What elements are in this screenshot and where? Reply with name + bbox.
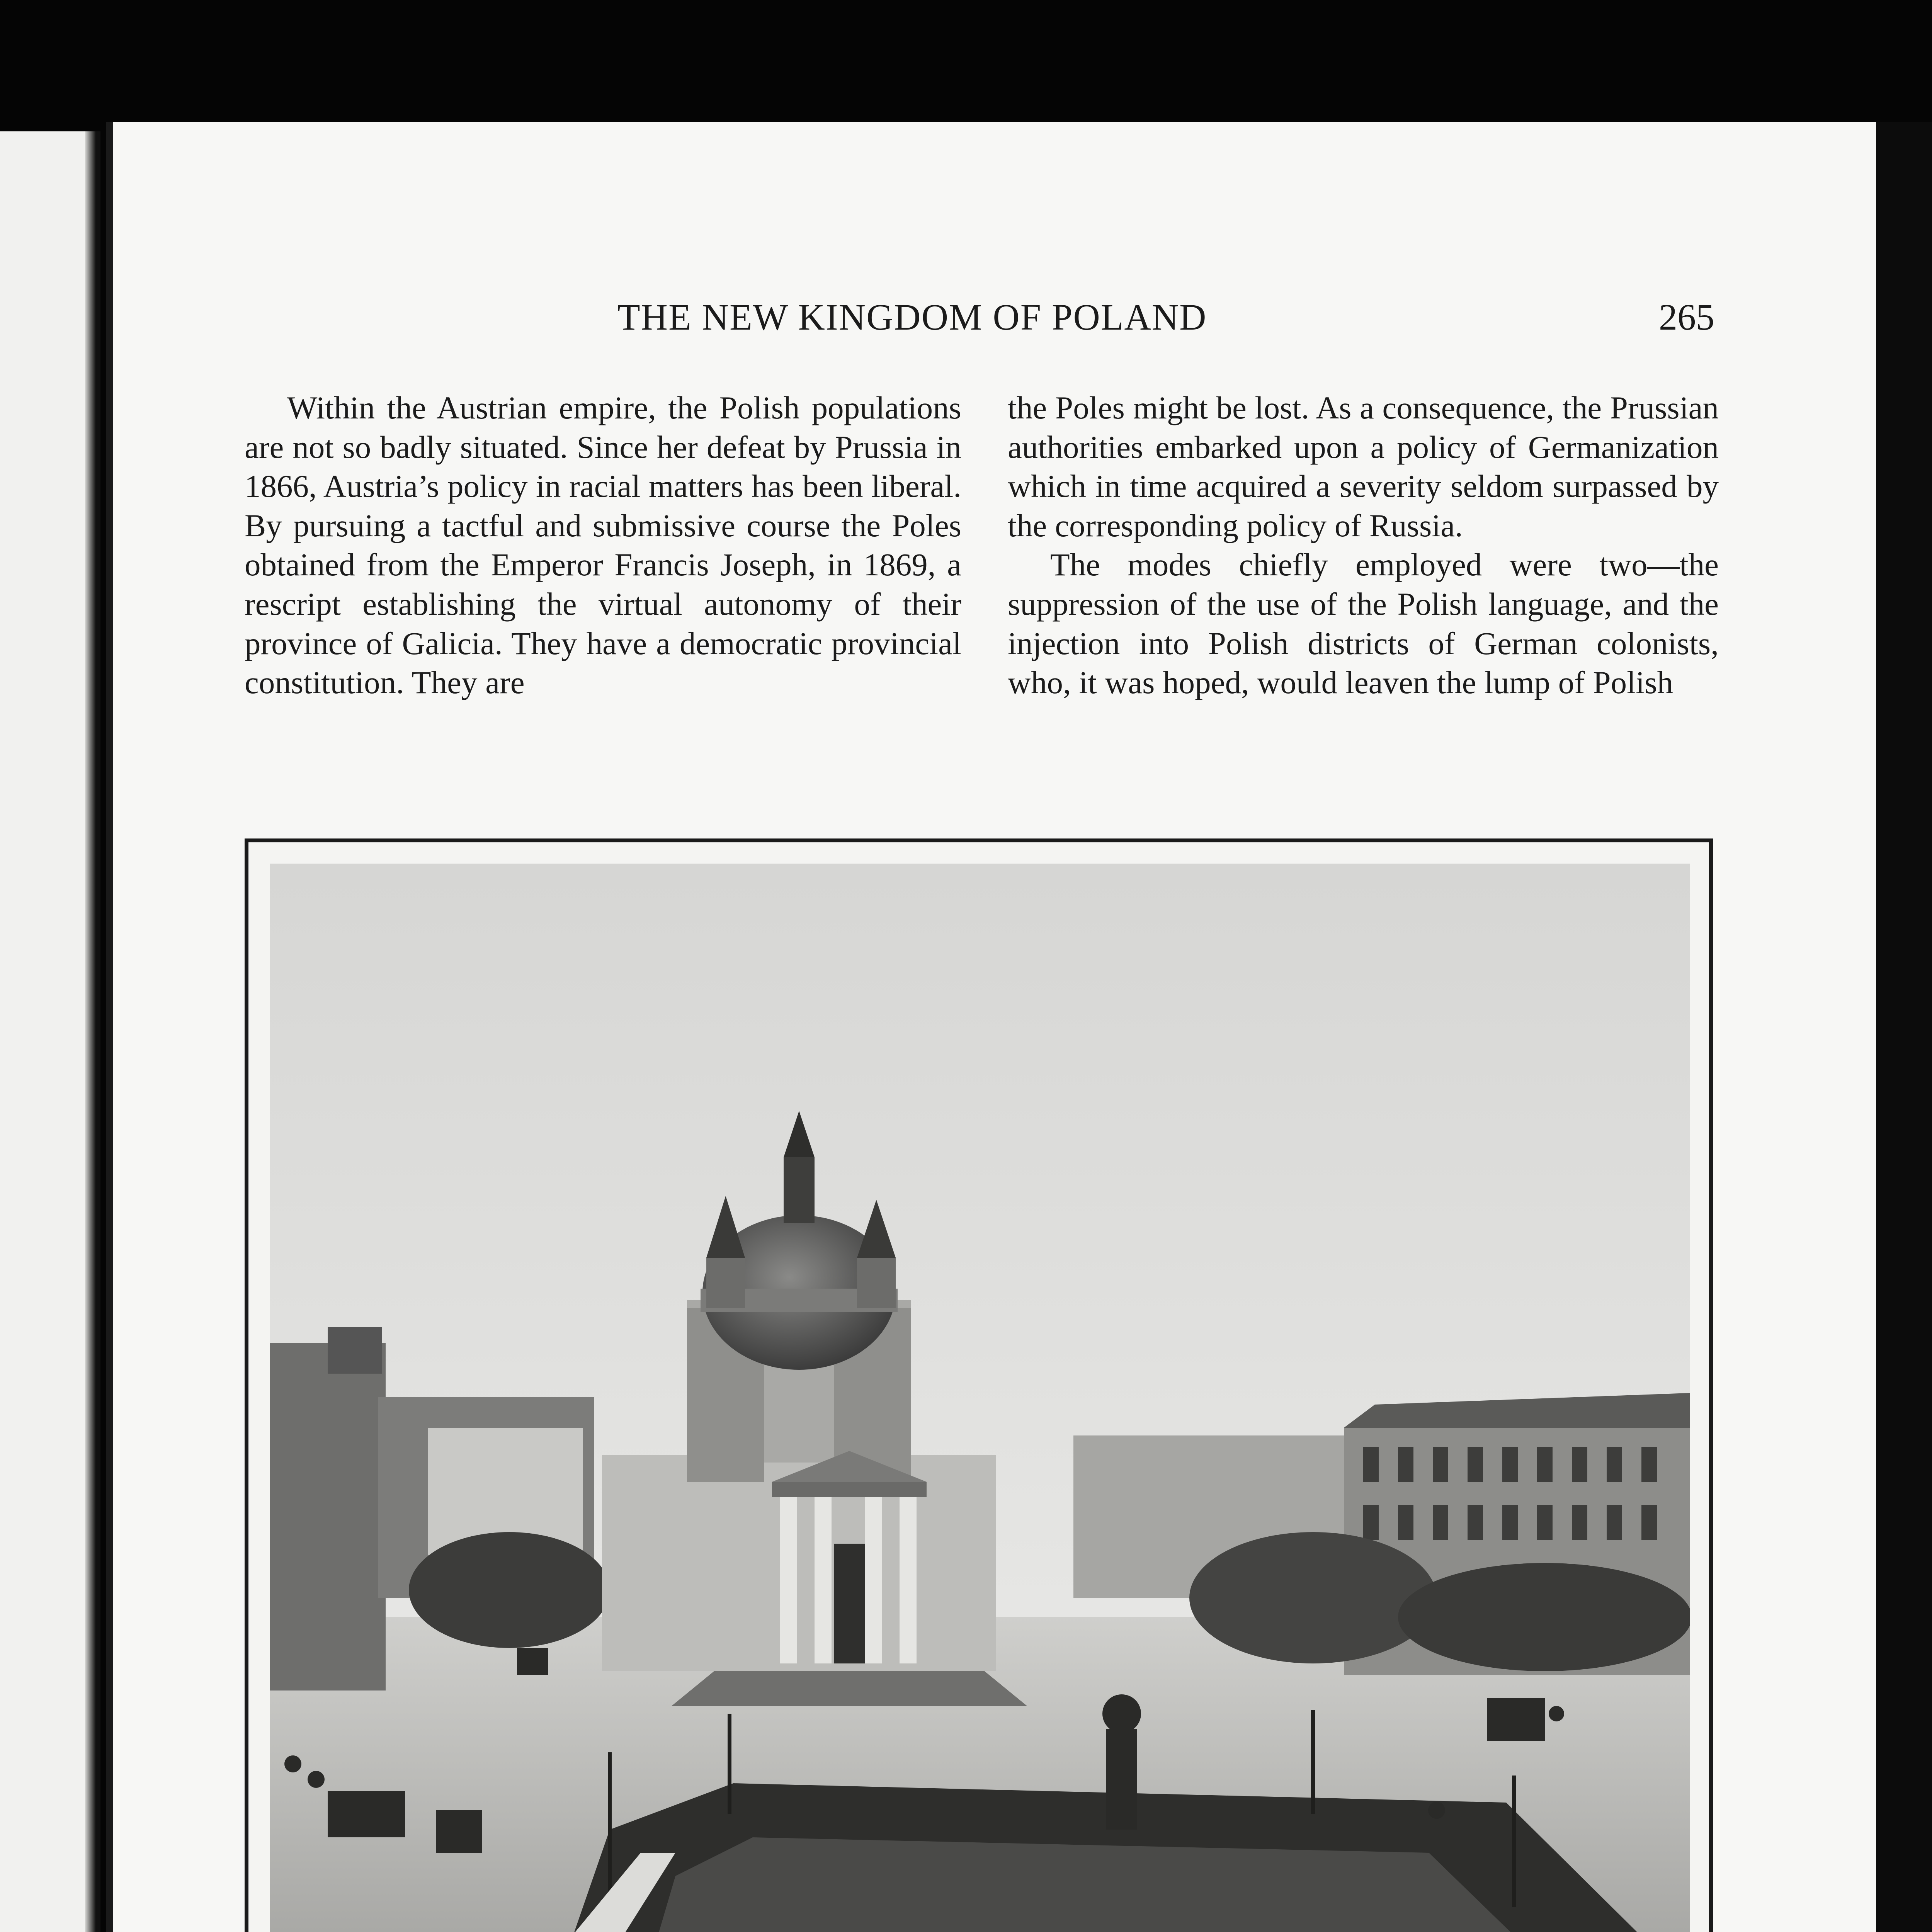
book-page — [106, 122, 1876, 1932]
alexander-square-photo — [270, 864, 1690, 1932]
running-head — [113, 296, 1876, 354]
previous-page-edge — [0, 131, 91, 1932]
scan-background — [1876, 122, 1932, 1932]
running-title: THE NEW KINGDOM OF POLAND — [617, 296, 1207, 338]
page-number: 265 — [1659, 296, 1714, 338]
paragraph: the Poles might be lost. As a consequence, the Prussian authorities embarked upon a policy of Germanization which in time acquired a severity seldom surpassed by the corresponding policy of Russia. — [1008, 390, 1719, 543]
photo-plate — [245, 838, 1713, 1932]
book-gutter — [85, 131, 100, 1932]
text-column-top-right — [1008, 388, 1719, 702]
text-column-top-left — [245, 388, 961, 702]
paragraph: Within the Austrian empire, the Polish populations are not so badly situated. Since her defeat by Prussia in 1866, Austria’s policy in racial matters has been liberal. By pursuing a tactful and submissive course the Poles obtained from the Emperor Francis Joseph, in 1869, a rescript establishing the virtual autonomy of their province of Galicia. They have a democratic provincial constitution. They are — [245, 390, 961, 701]
paragraph: The modes chiefly employed were two—the suppression of the use of the Polish language, and the injection into Polish districts of German colonists, who, it was hoped, would leaven the lump of Polish — [1008, 547, 1719, 701]
